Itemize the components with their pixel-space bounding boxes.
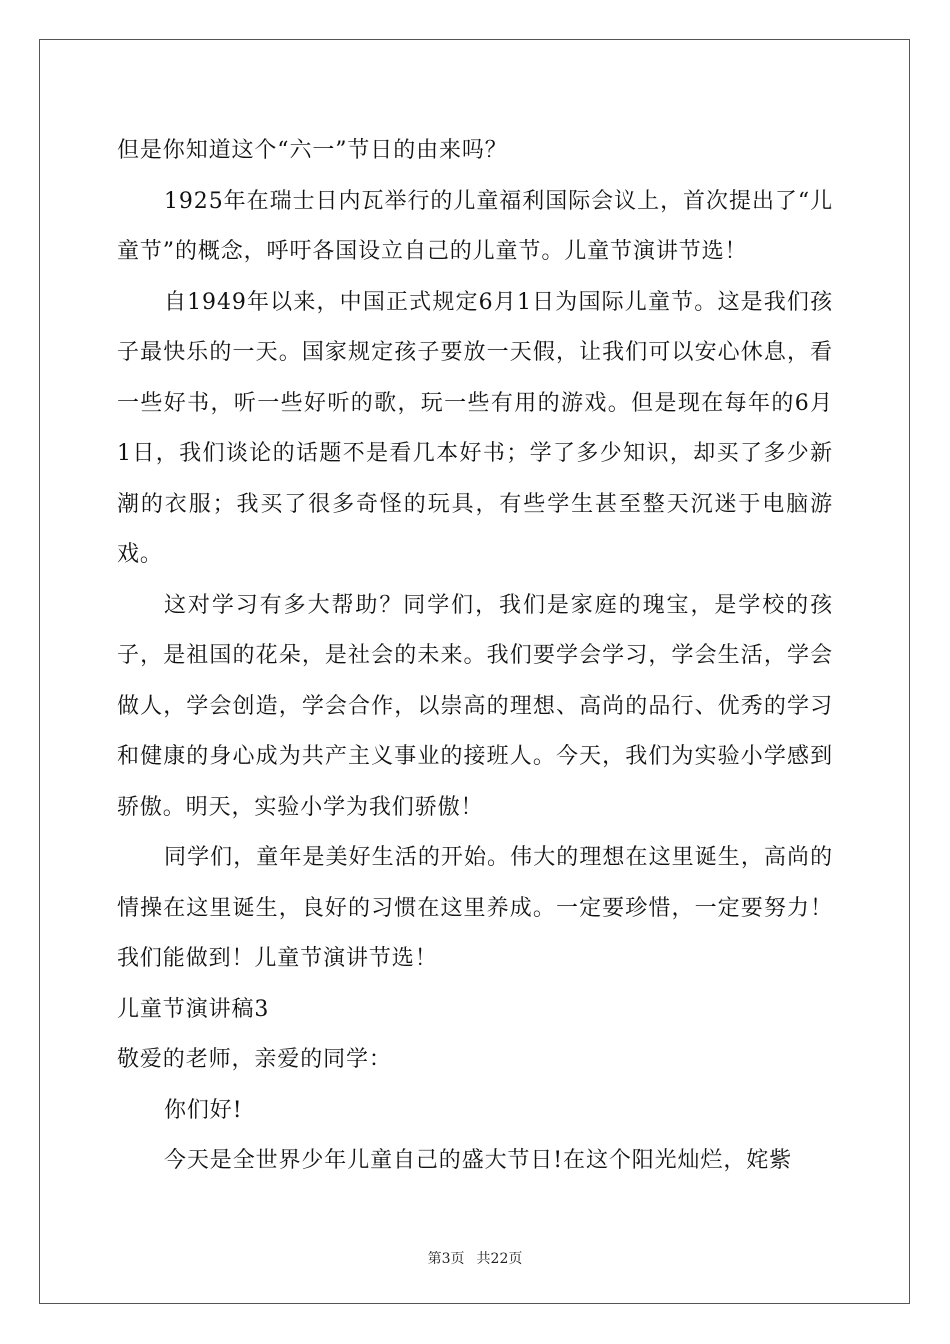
greeting: 你们好! [164, 1097, 243, 1123]
paragraph-5: 同学们，童年是美好生活的开始。伟大的理想在这里诞生，高尚的情操在这里诞生，良好的习惯在这里养成。一定要珍惜，一定要努力！我们能做到！儿童节演讲节选！ [117, 845, 833, 971]
paragraph-4: 这对学习有多大帮助？同学们，我们是家庭的瑰宝，是学校的孩子，是祖国的花朵，是社会的未来。我们要学会学习，学会生活，学会做人，学会创造，学会合作，以崇高的理想、高尚的品行、优秀的学习和健康的身心成为共产主义事业的接班人。今天，我们为实验小学感到骄傲。明天，实验小学为我们骄傲！ [117, 592, 833, 820]
paragraph-2: 1925年在瑞士日内瓦举行的儿童福利国际会议上，首次提出了“儿童节”的概念，呼吁各国设立自己的儿童节。儿童节演讲节选！ [117, 188, 833, 264]
paragraph-3: 自1949年以来，中国正式规定6月1日为国际儿童节。这是我们孩子最快乐的一天。国家规定孩子要放一天假，让我们可以安心休息，看一些好书，听一些好听的歌，玩一些有用的游戏。但是现在每年的6月1日，我们谈论的话题不是看几本好书；学了多少知识，却买了多少新潮的衣服；我买了很多奇怪的玩具，有些学生甚至整天沉迷于电脑游戏。 [117, 289, 833, 567]
paragraph-1: 但是你知道这个“六一”节日的由来吗？ [117, 138, 508, 163]
page-number: 第3页 [427, 1251, 465, 1267]
paragraph-9: 今天是全世界少年儿童自己的盛大节日!在这个阳光灿烂，姹紫 [164, 1148, 793, 1173]
section-heading: 儿童节演讲稿3 [117, 996, 270, 1022]
document-body [117, 126, 833, 1187]
page-footer [0, 1248, 950, 1268]
salutation: 敬爱的老师，亲爱的同学： [117, 1047, 392, 1072]
page-total: 共22页 [476, 1251, 523, 1267]
